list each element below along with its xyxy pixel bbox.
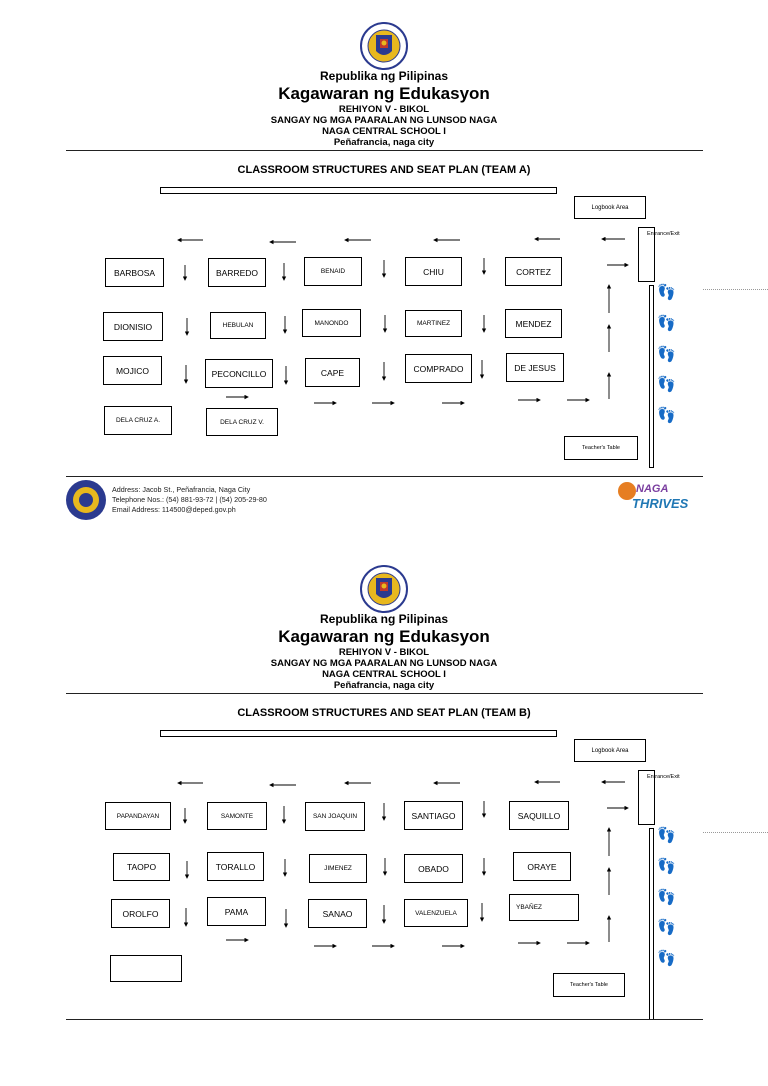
republic-heading: Republika ng Pilipinas: [319, 612, 449, 626]
seat-plan-title: CLASSROOM STRUCTURES AND SEAT PLAN (TEAM A): [237, 164, 531, 176]
seat-orolfo: OROLFO: [111, 899, 170, 928]
republic-heading: Republika ng Pilipinas: [319, 69, 449, 83]
footer-divider: [66, 1019, 703, 1020]
seat-hebulan: HEBULAN: [210, 312, 266, 339]
school-line: NAGA CENTRAL SCHOOL I: [322, 669, 446, 680]
footer-divider: [66, 476, 703, 477]
footprint-icon: 👣: [657, 827, 676, 844]
seat-mendez: MENDEZ: [505, 309, 562, 338]
logbook-area: Logbook Area: [574, 196, 646, 219]
footprint-icon: 👣: [657, 346, 676, 363]
naga-thrives-logo: NAGA THRIVES: [618, 482, 702, 514]
seat-comprado: COMPRADO: [405, 354, 472, 383]
seat-sanao: SANAO: [308, 899, 367, 928]
footprint-icon: 👣: [657, 315, 676, 332]
department-heading: Kagawaran ng Edukasyon: [278, 627, 490, 646]
seat-pama: PAMA: [207, 897, 266, 926]
seat-martinez: MARTINEZ: [405, 310, 462, 337]
footprint-icon: 👣: [657, 950, 676, 967]
seat-jimenez: JIMENEZ: [309, 854, 367, 883]
entrance-label: Entrance/Exit: [647, 774, 680, 780]
seat-plan-title: CLASSROOM STRUCTURES AND SEAT PLAN (TEAM B): [237, 707, 531, 719]
footer-email: Email Address: 114500@deped.gov.ph: [112, 505, 236, 514]
seat-samonte: SAMONTE: [207, 802, 267, 830]
seat-dionisio: DIONISIO: [103, 312, 163, 341]
seat-saquillo: SAQUILLO: [509, 801, 569, 830]
seat-dejesus: DE JESUS: [506, 353, 564, 382]
teacher-table: Teacher's Table: [564, 436, 638, 460]
seat-torallo: TORALLO: [207, 852, 264, 881]
seat-papandayan: PAPANDAYAN: [105, 802, 171, 830]
seat-santiago: SANTIAGO: [404, 801, 463, 830]
footprint-icon: 👣: [657, 889, 676, 906]
page-team-b: [0, 543, 768, 1086]
seat-taopo: TAOPO: [113, 853, 170, 881]
footprint-icon: 👣: [657, 919, 676, 936]
location-line: Peñafrancia, naga city: [333, 680, 435, 691]
footer-address: Address: Jacob St., Peñafrancia, Naga City: [112, 485, 251, 494]
school-line: NAGA CENTRAL SCHOOL I: [322, 126, 446, 137]
flow-arrows: [0, 543, 768, 1086]
seat-dela-cruz-v: DELA CRUZ V.: [206, 408, 278, 436]
seat-manondo: MANONDO: [302, 309, 361, 337]
footer-telephone: Telephone Nos.: (54) 881-93-72 | (54) 205-29-80: [112, 495, 267, 504]
location-line: Peñafrancia, naga city: [333, 137, 435, 148]
seat-cortez: CORTEZ: [505, 257, 562, 286]
entrance-label: Entrance/Exit: [647, 231, 680, 237]
footprint-icon: 👣: [657, 858, 676, 875]
seat-dela-cruz-a: DELA CRUZ A.: [104, 406, 172, 435]
seat-chiu: CHIU: [405, 257, 462, 286]
region-line: REHIYON V - BIKOL: [338, 647, 430, 658]
seat-ybanez: YBAÑEZ: [509, 894, 579, 921]
division-line: SANGAY NG MGA PAARALAN NG LUNSOD NAGA: [270, 658, 498, 669]
seat-barbosa: BARBOSA: [105, 258, 164, 287]
seat-barredo: BARREDO: [208, 258, 266, 287]
seat-valenzuela: VALENZUELA: [404, 899, 468, 927]
division-line: SANGAY NG MGA PAARALAN NG LUNSOD NAGA: [270, 115, 498, 126]
teacher-table: Teacher's Table: [553, 973, 625, 997]
seat-obado: OBADO: [404, 854, 463, 883]
region-line: REHIYON V - BIKOL: [338, 104, 430, 115]
footprint-icon: 👣: [657, 284, 676, 301]
seat-peconcillo: PECONCILLO: [205, 359, 273, 388]
footprint-icon: 👣: [657, 376, 676, 393]
logbook-area: Logbook Area: [574, 739, 646, 762]
seat-oraye: ORAYE: [513, 852, 571, 881]
seat-cape: CAPE: [305, 358, 360, 387]
school-seal-icon: [65, 479, 107, 521]
department-heading: Kagawaran ng Edukasyon: [278, 84, 490, 103]
seat-san-joaquin: SAN JOAQUIN: [305, 802, 365, 831]
seat-benaid: BENAID: [304, 257, 362, 286]
seat-mojico: MOJICO: [103, 356, 162, 385]
footprint-icon: 👣: [657, 407, 676, 424]
